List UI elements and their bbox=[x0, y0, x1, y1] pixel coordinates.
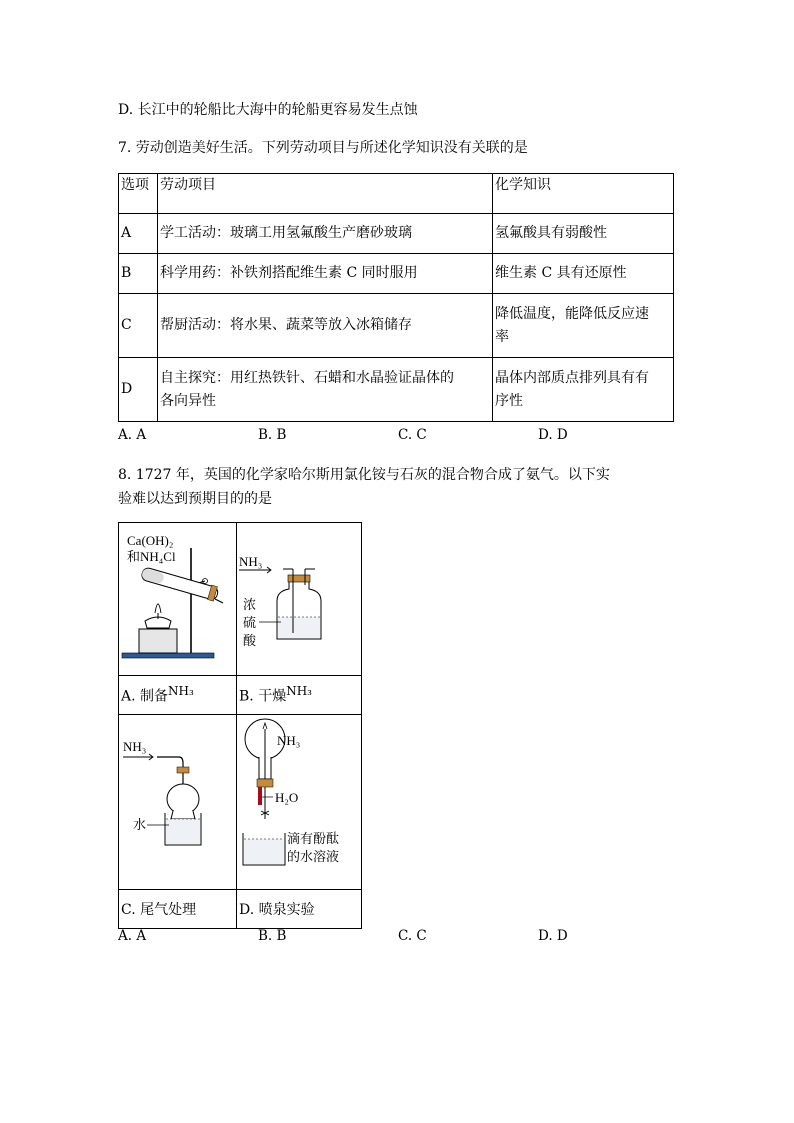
gas-label-d: NH₃ bbox=[277, 733, 301, 748]
q7-choice-a[interactable]: A. A bbox=[118, 427, 147, 443]
ammonia-generation-apparatus bbox=[119, 523, 236, 671]
q7-row-b-option: B bbox=[119, 254, 158, 294]
q8-cell-c-figure bbox=[119, 715, 237, 890]
solution-label-1: 滴有酚酞 bbox=[287, 831, 340, 846]
gas-drying-bottle bbox=[237, 523, 361, 671]
q7-choice-d[interactable]: D. D bbox=[538, 427, 568, 443]
reactant-label-1: Ca(OH)₂ bbox=[127, 533, 174, 548]
q7-choice-c[interactable]: C. C bbox=[398, 427, 427, 443]
tail-gas-absorption-apparatus bbox=[119, 715, 236, 885]
q8-stem-line1: 8. 1727 年，英国的化学家哈尔斯用氯化铵与石灰的混合物合成了氨气。以下实 bbox=[118, 467, 610, 483]
q7-row-a-option: A bbox=[119, 214, 158, 254]
q8-cell-d-figure bbox=[237, 715, 362, 890]
q8-cell-d-caption: D. 喷泉实验 bbox=[237, 890, 362, 929]
q7-row-c-knowledge-line2: 率 bbox=[495, 328, 509, 345]
q7-row-c-option: C bbox=[119, 294, 158, 358]
q8-cell-c-caption: C. 尾气处理 bbox=[119, 890, 237, 929]
q7-row-c-knowledge bbox=[493, 294, 674, 358]
q7-row-d-knowledge-line2: 序性 bbox=[495, 392, 523, 409]
q7-row-a-knowledge: 氢氟酸具有弱酸性 bbox=[493, 214, 674, 254]
solution-label-2: 的水溶液 bbox=[287, 849, 340, 864]
table-row bbox=[119, 214, 674, 254]
q8-choices bbox=[118, 928, 678, 946]
water-formula-label: H₂O bbox=[275, 790, 299, 805]
q7-row-d-knowledge bbox=[493, 358, 674, 422]
q8-caption-a-formula: NH₃ bbox=[168, 684, 194, 699]
reagent-label-1: 浓 bbox=[243, 597, 257, 612]
fountain-experiment-apparatus bbox=[237, 715, 361, 885]
q7-row-d-task-line1: 自主探究：用红热铁针、石蜡和水晶验证晶体的 bbox=[160, 369, 454, 386]
q7-header-knowledge: 化学知识 bbox=[493, 174, 674, 214]
reactant-label-2: 和NH₄Cl bbox=[127, 549, 176, 564]
q8-choice-a[interactable]: A. A bbox=[118, 928, 147, 944]
q7-row-d-option: D bbox=[119, 358, 158, 422]
q8-cell-a-caption bbox=[119, 676, 237, 715]
q8-choice-b[interactable]: B. B bbox=[258, 928, 287, 944]
q7-choice-b[interactable]: B. B bbox=[258, 427, 287, 443]
reagent-label-3: 酸 bbox=[243, 633, 257, 648]
q7-choices bbox=[118, 427, 678, 445]
reagent-label-2: 硫 bbox=[243, 615, 257, 630]
q8-caption-b: B. 干燥 bbox=[239, 688, 287, 705]
q7-row-d-task-line2: 各向异性 bbox=[160, 392, 216, 409]
water-label: 水 bbox=[133, 817, 147, 832]
q8-caption-a: A. 制备 bbox=[121, 688, 169, 705]
q7-row-d-knowledge-line1: 晶体内部质点排列具有有 bbox=[495, 369, 649, 386]
q8-caption-b-formula: NH₃ bbox=[286, 684, 312, 699]
q8-stem-line2: 验难以达到预期目的的是 bbox=[118, 491, 272, 507]
q7-row-c-task: 帮厨活动：将水果、蔬菜等放入冰箱储存 bbox=[158, 294, 493, 358]
q7-header-option: 选项 bbox=[119, 174, 158, 214]
q8-cell-b-figure bbox=[237, 523, 362, 676]
q7-header-task: 劳动项目 bbox=[158, 174, 493, 214]
q8-choice-d[interactable]: D. D bbox=[538, 928, 568, 944]
gas-label-c: NH₃ bbox=[123, 739, 147, 754]
table-row bbox=[119, 358, 674, 422]
q7-stem: 7. 劳动创造美好生活。下列劳动项目与所述化学知识没有关联的是 bbox=[118, 140, 528, 156]
q8-cell-a-figure bbox=[119, 523, 237, 676]
q8-apparatus-table bbox=[118, 522, 362, 929]
q8-cell-b-caption bbox=[237, 676, 362, 715]
q7-row-d-task bbox=[158, 358, 493, 422]
q7-row-c-knowledge-line1: 降低温度，能降低反应速 bbox=[495, 305, 649, 322]
q7-row-a-task: 学工活动：玻璃工用氢氟酸生产磨砂玻璃 bbox=[158, 214, 493, 254]
q7-row-b-knowledge: 维生素 C 具有还原性 bbox=[493, 254, 674, 294]
q8-choice-c[interactable]: C. C bbox=[398, 928, 427, 944]
gas-label-b: NH₃ bbox=[239, 554, 263, 569]
prev-option-d: D. 长江中的轮船比大海中的轮船更容易发生点蚀 bbox=[118, 102, 418, 118]
table-row bbox=[119, 294, 674, 358]
table-row bbox=[119, 254, 674, 294]
q7-table bbox=[118, 173, 674, 422]
q7-row-b-task: 科学用药：补铁剂搭配维生素 C 同时服用 bbox=[158, 254, 493, 294]
